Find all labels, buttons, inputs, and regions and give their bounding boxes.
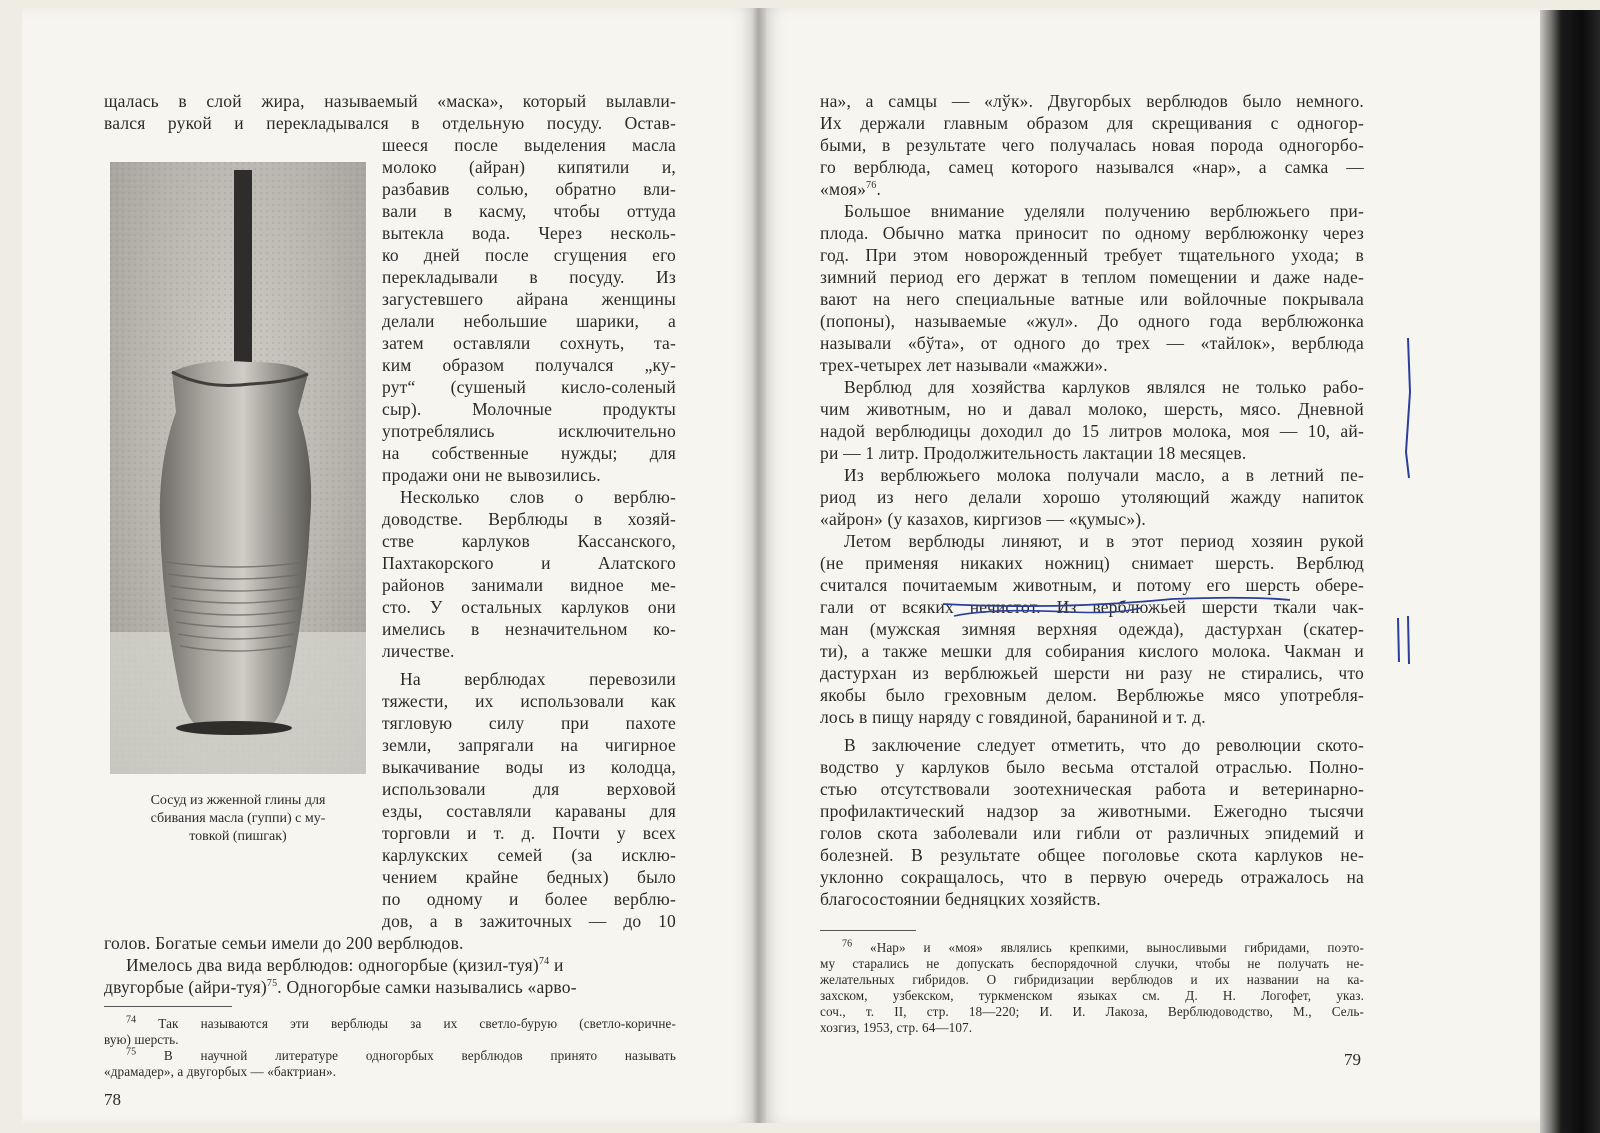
text-line: имелись в незначительном ко-	[382, 619, 676, 639]
text-line: ман (мужская зимняя верхняя одежда), дастурхан (скатер-	[820, 619, 1364, 639]
text-fragment: двугорбые (айри-туя)	[104, 977, 267, 997]
text-line: чением крайне бедных) было	[382, 867, 676, 887]
margin-double-mark	[1408, 616, 1409, 664]
text-line: разбавив солью, обратно вли-	[382, 179, 676, 199]
text-line: «айрон» (у казахов, киргизов — «қумыс»).	[820, 509, 1146, 529]
text-line: якобы было греховным делом. Верблюжье мясо употребля-	[820, 685, 1364, 705]
text-line: трех-четырех лет называли «мажжи».	[820, 355, 1108, 375]
text-line: щалась в слой жира, называемый «маска», который вылавли-	[104, 91, 676, 111]
text-fragment: «Нар» и «моя» являлись крепкими, выносливыми гибридами, поэто-	[870, 940, 1364, 955]
footnote-line: соч., т. II, стр. 18—220; И. И. Лакоза, Верблюдоводство, М., Сель-	[820, 1004, 1364, 1019]
text-line: благосостоянии бедняцких хозяйств.	[820, 889, 1101, 909]
page-number-right: 79	[1344, 1050, 1361, 1069]
text-line: (попоны), называемые «жул». До одного года верблюжонка	[820, 311, 1364, 331]
text-line: карлукских семей (за исклю-	[382, 845, 676, 865]
footnote-line: хозгиз, 1953, стр. 64—107.	[820, 1020, 973, 1035]
text-line: сто. У остальных карлуков они	[382, 597, 676, 617]
text-line: выкачивание воды из колодца,	[382, 757, 676, 777]
text-line: считался почитаемым животным, и потому его шерсть обере-	[820, 575, 1364, 595]
text-line: «моя»$^{76}$.	[820, 179, 882, 199]
text-line: использовали для верховой	[382, 779, 676, 799]
text-line: голов. Богатые семьи имели до 200 верблюдов.	[104, 933, 464, 953]
photo-caption: Сосуд из жженной глины для	[150, 793, 326, 808]
photo-caption: товкой (пишгак)	[189, 829, 287, 844]
text-line: риод из него делали хорошо утоляющий жажду напиток	[820, 487, 1364, 507]
text-line: загустевшего айрана женщины	[382, 289, 676, 309]
text-line: торговли и т. д. Почти у всех	[382, 823, 676, 843]
text-line: уклонно сокращалось, что в первую очередь отражалось на	[820, 867, 1364, 887]
text-fragment: В научной литературе одногорбых верблюдов принято называть	[163, 1048, 676, 1063]
text-line: профилактический надзор за животными. Ежегодно тысячи	[820, 801, 1364, 821]
footnote-number: 76	[842, 938, 853, 950]
text-line: В заключение следует отметить, что до революции ското-	[844, 735, 1364, 755]
text-line: на собственные нужды; для	[382, 443, 676, 463]
text-line: Из верблюжьего молока получали масло, а в летний пе-	[844, 465, 1364, 485]
text-line: стью отсутствовали зоотехническая работа и ветеринарно-	[820, 779, 1364, 799]
text-line: год. При этом новорожденный требует тщательного ухода; в	[820, 245, 1364, 265]
text-line: голов скота заболевали или гибли от различных эпидемий и	[820, 823, 1364, 843]
text-line: Пахтакорского и Алатского	[382, 553, 676, 573]
text-line: болезней. В результате общее поголовье скота карлуков не-	[820, 845, 1364, 865]
text-line: дастурхан из верблюжьей шерсти ни разу не стирались, что	[820, 663, 1364, 683]
footnote-line: желательных гибридов. О гибридизации верблюдов и их названии на ка-	[820, 972, 1364, 987]
text-line: гали от всяких нечистот. Из верблюжьей шерсти ткали чак-	[820, 597, 1364, 617]
text-line: Летом верблюды линяют, и в этот период хозяин рукой	[844, 531, 1364, 551]
text-line: Верблюд для хозяйства карлуков являлся не только рабо-	[844, 377, 1364, 397]
text-line: тягловую силу при пахоте	[382, 713, 676, 733]
text-line: шееся после выделения масла	[382, 135, 676, 155]
footnote-line: вую) шерсть.	[104, 1032, 179, 1047]
text-line: по одному и более верблю-	[382, 889, 676, 909]
text-line: быми, в результате чего получалась новая порода одногорбо-	[820, 135, 1364, 155]
text-line: районов занимали видное ме-	[382, 575, 676, 595]
text-line: Их держали главным образом для скрещивания с одногор-	[820, 113, 1364, 133]
text-line: водство у карлуков было весьма отсталой отраслью. Полно-	[820, 757, 1364, 777]
text-fragment: Так называются эти верблюды за их светло-бурую (светло-коричне-	[158, 1016, 676, 1031]
footnote-ref: 76	[866, 180, 877, 192]
footnote-ref: 74	[538, 956, 550, 968]
text-line: употреблялись исключительно	[382, 421, 676, 441]
text-line: на», а самцы — «лўк». Двугорбых верблюдов было немного.	[820, 91, 1364, 111]
text-line: Несколько слов о верблю-	[400, 487, 676, 507]
text-line: лось в пищу наряду с говядиной, бараниной и т. д.	[820, 707, 1206, 727]
text-line: дов, а в зажиточных — до 10	[382, 911, 676, 931]
footnote-number: 74	[126, 1014, 137, 1026]
text-line: вают на него специальные ватные или войлочные покрывала	[820, 289, 1364, 309]
footnote-ref: 75	[266, 978, 278, 990]
text-line: затем оставляли сохнуть, та-	[382, 333, 676, 353]
text-line: зимний период его держат в теплом помещении и даже наде-	[820, 267, 1364, 287]
text-line: вытекла вода. Через несколь-	[382, 223, 676, 243]
text-fragment: . Одногорбые самки назывались «арво-	[277, 977, 577, 997]
text-line: доводстве. Верблюды в хозяй-	[382, 509, 676, 529]
text-line: земли, запрягали на чигирное	[382, 735, 676, 755]
footnote-line: «драмадер», а двугорбых — «бактриан».	[104, 1064, 337, 1079]
underline-mark	[954, 608, 1140, 616]
footnote-number: 75	[126, 1046, 137, 1058]
text-line: рут“ (сушеный кисло-соленый	[382, 377, 676, 397]
text-line: плода. Обычно матка приносит по одному верблюжонку через	[820, 223, 1364, 243]
text-line: ко дней после сгущения его	[382, 245, 676, 265]
margin-line-mark	[1406, 338, 1410, 478]
text-line: На верблюдах перевозили	[400, 669, 676, 689]
text-fragment: и	[553, 955, 564, 975]
underline-mark	[943, 598, 1290, 606]
text-line: сыр). Молочные продукты	[382, 399, 676, 419]
text-line: ким образом получался „ку-	[382, 355, 676, 375]
text-line: го верблюда, самец которого назывался «нар», а самка —	[820, 157, 1364, 177]
text-line: молоко (айран) кипятили и,	[382, 157, 676, 177]
text-line: вали в касму, чтобы оттуда	[382, 201, 676, 221]
text-fragment: Имелось два вида верблюдов: одногорбые (қизил-туя)	[126, 955, 539, 975]
text-line: Большое внимание уделяли получению верблюжьего при-	[844, 201, 1364, 221]
text-line: езды, составляли караваны для	[382, 801, 676, 821]
text-line: ри — 1 литр. Продолжительность лактации 18 месяцев.	[820, 443, 1247, 463]
text-line: надой верблюдицы доходил до 15 литров молока, моя — 10, ай-	[820, 421, 1364, 441]
text-line: (не применяя никаких ножниц) снимает шерсть. Верблюд	[820, 553, 1364, 573]
text-fragment: «моя»	[820, 179, 867, 199]
text-line: перекладывали в посуду. Из	[382, 267, 676, 287]
margin-double-mark	[1398, 618, 1399, 662]
text-line: чим животным, но и давал молоко, шерсть, мясо. Дневной	[820, 399, 1364, 419]
text-line: личестве.	[382, 641, 455, 661]
text-line: делали небольшие шарики, а	[382, 311, 676, 331]
page-number-left: 78	[104, 1090, 121, 1109]
text-line: ти), а также мешки для собирания кислого молока. Чакман и	[820, 641, 1364, 661]
text-line: называли «бўта», от одного до трех — «тайлок», верблюда	[820, 333, 1364, 353]
text-line: продажи они не вывозились.	[382, 465, 601, 485]
text-line: стве карлуков Кассанского,	[382, 531, 676, 551]
footnote-line: захском, узбекском, туркменском языках см. Д. Н. Логофет, указ.	[820, 988, 1364, 1003]
text-line: тяжести, их использовали как	[382, 691, 676, 711]
footnote-line: му старались не допускать беспорядочной случки, чтобы не получать не-	[820, 956, 1364, 971]
text-line: вался рукой и перекладывался в отдельную посуду. Остав-	[104, 113, 676, 133]
photo-caption: сбивания масла (гуппи) с му-	[150, 811, 326, 826]
